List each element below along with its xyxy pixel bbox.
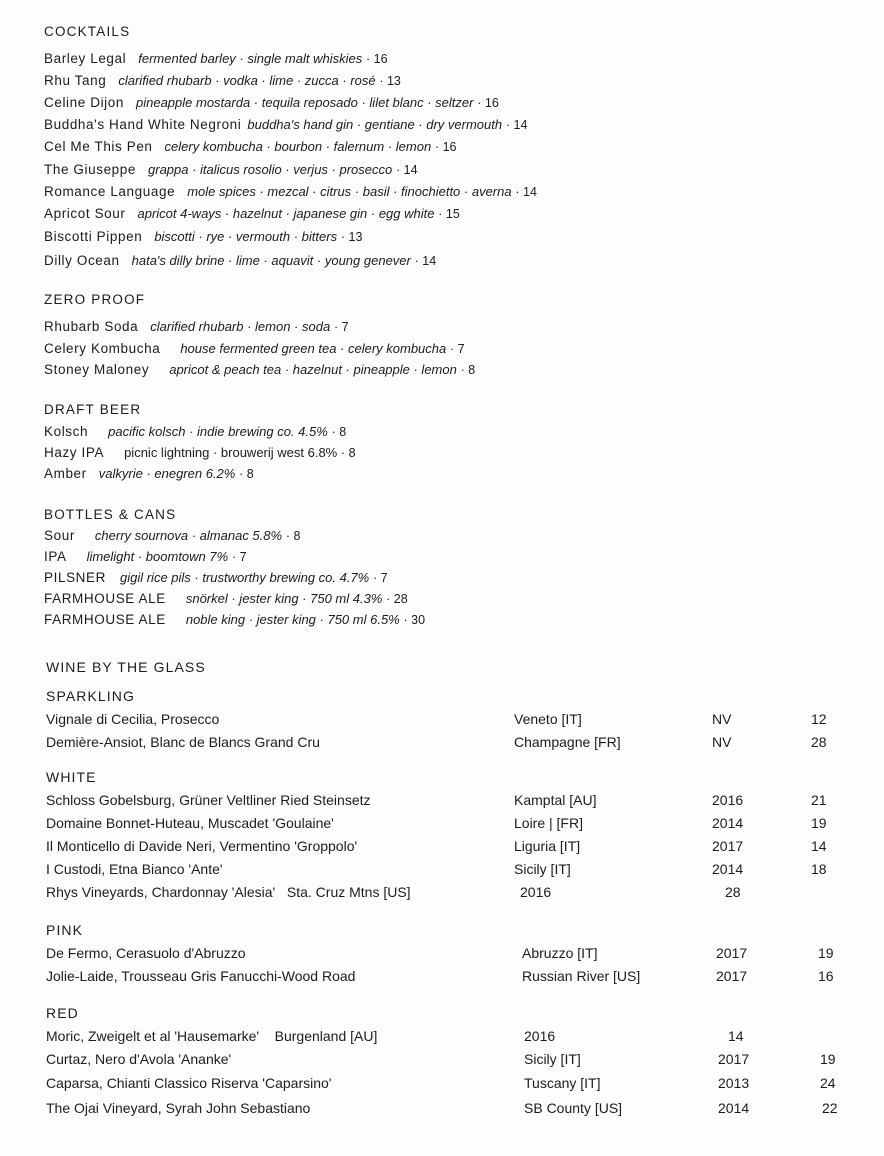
wine-price: 21 (811, 792, 827, 808)
wine-name: Vignale di Cecilia, Prosecco (46, 711, 220, 727)
item-desc: clarified rhubarb · vodka · lime · zucca · rosé (118, 73, 376, 88)
wine-name: Curtaz, Nero d'Avola 'Ananke' (46, 1051, 232, 1067)
menu-item (44, 424, 346, 439)
item-desc: gigil rice pils · trustworthy brewing co. 4.7% (119, 570, 370, 585)
wine-name: Il Monticello di Davide Neri, Vermentino 'Groppolo' (46, 838, 358, 854)
item-desc: apricot & peach tea · hazelnut · pineapple · lemon (169, 362, 457, 377)
item-name: Romance Language (44, 184, 176, 199)
item-name: Amber (44, 466, 87, 481)
wine-row (46, 1051, 866, 1069)
item-name: Buddha's Hand White Negroni (44, 117, 242, 132)
wine-row (46, 861, 866, 879)
item-price: · 8 (285, 529, 301, 543)
item-price: · 16 (366, 52, 388, 66)
wine-name: Demière-Ansiot, Blanc de Blancs Grand Cru (46, 734, 320, 750)
item-price: · 14 (515, 185, 537, 199)
item-price: · 8 (331, 425, 347, 439)
item-desc: pineapple mostarda · tequila reposado · lilet blanc · seltzer (136, 95, 474, 110)
wine-row (46, 1028, 866, 1046)
item-desc: pacific kolsch · indie brewing co. 4.5% (108, 424, 328, 439)
wine-name: Caparsa, Chianti Classico Riserva 'Caparsino' (46, 1075, 332, 1091)
item-price: · 8 (341, 446, 356, 460)
wine-region: Sicily [IT] (524, 1051, 581, 1067)
wine-name: I Custodi, Etna Bianco 'Ante' (46, 861, 223, 877)
wine-price: 19 (818, 945, 834, 961)
cocktails-heading: COCKTAILS (44, 24, 131, 39)
item-name: FARMHOUSE ALE (44, 591, 166, 606)
item-desc: celery kombucha · bourbon · falernum · lemon (164, 139, 432, 154)
menu-item (44, 528, 300, 543)
menu-item (44, 319, 349, 334)
item-price: · 30 (403, 613, 426, 627)
item-price: · 14 (396, 163, 418, 177)
wine-year: 2017 (712, 838, 744, 854)
item-name: Barley Legal (44, 51, 127, 66)
wine-region: Russian River [US] (522, 968, 641, 984)
wine-region: Sicily [IT] (514, 861, 571, 877)
wine-name: De Fermo, Cerasuolo d'Abruzzo (46, 945, 246, 961)
wine-row (46, 815, 866, 833)
draft-beer-heading: DRAFT BEER (44, 402, 142, 417)
wine-region: Liguria [IT] (514, 838, 581, 854)
wine-price: 18 (811, 861, 827, 877)
wine-region: Abruzzo [IT] (522, 945, 598, 961)
wine-region: Loire | [FR] (514, 815, 583, 831)
item-desc: noble king · jester king · 750 ml 6.5% (185, 612, 400, 627)
pink-heading: PINK (46, 922, 84, 938)
item-desc: picnic lightning · brouwerij west 6.8% (124, 445, 338, 460)
item-name: Rhu Tang (44, 73, 107, 88)
menu-item (44, 570, 388, 585)
menu-item (44, 341, 465, 356)
wine-price: 16 (818, 968, 834, 984)
wine-price: 24 (820, 1075, 836, 1091)
item-desc: limelight · boomtown 7% (86, 549, 229, 564)
wine-row (46, 968, 866, 986)
item-price: · 14 (414, 254, 437, 268)
red-heading: RED (46, 1005, 79, 1021)
item-price: · 7 (333, 320, 349, 334)
wine-row (46, 734, 866, 752)
wine-row (46, 792, 866, 810)
item-price: · 7 (231, 550, 247, 564)
menu-item (44, 184, 537, 199)
wine-region: Kamptal [AU] (514, 792, 597, 808)
wine-year: 2016 (712, 792, 744, 808)
item-desc: fermented barley · single malt whiskies (138, 51, 363, 66)
item-price: · 16 (477, 96, 499, 110)
item-name: Hazy IPA (44, 445, 105, 460)
white-heading: WHITE (46, 769, 97, 785)
wine-price: 28 (811, 734, 827, 750)
item-desc: clarified rhubarb · lemon · soda (150, 319, 331, 334)
wine-year: 2017 (716, 968, 748, 984)
menu-item (44, 162, 418, 177)
item-desc: mole spices · mezcal · citrus · basil · finochietto · averna (187, 184, 512, 199)
wine-region: SB County [US] (524, 1100, 623, 1116)
menu-item (44, 466, 254, 481)
wine-year: 2017 (716, 945, 748, 961)
wine-region: 2016 (520, 884, 552, 900)
wine-year: NV (712, 711, 732, 727)
wine-heading: WINE BY THE GLASS (46, 659, 206, 675)
item-name: Apricot Sour (44, 206, 126, 221)
wine-name: Rhys Vineyards, Chardonnay 'Alesia' Sta. Cruz Mtns [US] (46, 884, 411, 900)
item-price: · 7 (450, 342, 465, 356)
wine-name: Schloss Gobelsburg, Grüner Veltliner Ried Steinsetz (46, 792, 371, 808)
item-price: · 28 (386, 592, 408, 606)
item-name: PILSNER (44, 570, 106, 585)
item-desc: cherry sournova · almanac 5.8% (94, 528, 283, 543)
menu-item (44, 117, 527, 132)
item-name: FARMHOUSE ALE (44, 612, 166, 627)
wine-region: 2016 (524, 1028, 556, 1044)
item-name: Dilly Ocean (44, 253, 120, 268)
menu-item (44, 229, 362, 244)
wine-row (46, 711, 866, 729)
item-name: Celine Dijon (44, 95, 124, 110)
wine-row (46, 1100, 866, 1118)
item-desc: buddha's hand gin · gentiane · dry vermouth (247, 117, 503, 132)
item-name: Cel Me This Pen (44, 139, 153, 154)
item-desc: house fermented green tea · celery kombucha (180, 341, 447, 356)
wine-row (46, 945, 866, 963)
wine-year: 2017 (718, 1051, 750, 1067)
item-price: · 15 (438, 207, 460, 221)
wine-year: NV (712, 734, 732, 750)
item-desc: biscotti · rye · vermouth · bitters (154, 229, 338, 244)
menu-item (44, 206, 460, 221)
menu-item (44, 549, 247, 564)
wine-name: Domaine Bonnet-Huteau, Muscadet 'Goulaine' (46, 815, 334, 831)
menu-item (44, 73, 401, 88)
zero-proof-heading: ZERO PROOF (44, 292, 146, 307)
item-name: Sour (44, 528, 75, 543)
item-price: · 14 (505, 118, 528, 132)
item-price: · 13 (379, 74, 401, 88)
item-desc: hata's dilly brine · lime · aquavit · young genever (131, 253, 411, 268)
item-name: Celery Kombucha (44, 341, 161, 356)
wine-price: 19 (820, 1051, 836, 1067)
item-name: The Giuseppe (44, 162, 137, 177)
menu-item (44, 445, 356, 460)
sparkling-heading: SPARKLING (46, 688, 135, 704)
menu-item (44, 362, 475, 377)
wine-name: Moric, Zweigelt et al 'Hausemarke' Burgenland [AU] (46, 1028, 378, 1044)
wine-row (46, 838, 866, 856)
menu-item (44, 253, 436, 268)
wine-price: 19 (811, 815, 827, 831)
wine-price: 12 (811, 711, 827, 727)
wine-price: 14 (811, 838, 827, 854)
item-desc: valkyrie · enegren 6.2% (98, 466, 236, 481)
item-name: Stoney Maloney (44, 362, 150, 377)
menu-item (44, 139, 456, 154)
item-name: Rhubarb Soda (44, 319, 139, 334)
wine-name: Jolie-Laide, Trousseau Gris Fanucchi-Wood Road (46, 968, 356, 984)
item-name: Biscotti Pippen (44, 229, 143, 244)
wine-year: 28 (725, 884, 741, 900)
wine-region: Tuscany [IT] (524, 1075, 601, 1091)
wine-price: 22 (822, 1100, 838, 1116)
wine-year: 14 (728, 1028, 744, 1044)
wine-year: 2013 (718, 1075, 750, 1091)
item-price: · 8 (460, 363, 476, 377)
menu-item (44, 51, 388, 66)
wine-year: 2014 (712, 861, 744, 877)
item-name: Kolsch (44, 424, 89, 439)
wine-year: 2014 (718, 1100, 750, 1116)
menu-item (44, 612, 425, 627)
item-price: · 8 (239, 467, 254, 481)
wine-row (46, 884, 866, 902)
item-price: · 16 (434, 140, 457, 154)
menu-item (44, 95, 499, 110)
item-desc: apricot 4-ways · hazelnut · japanese gin · egg white (137, 206, 435, 221)
item-desc: snörkel · jester king · 750 ml 4.3% (185, 591, 383, 606)
menu-item (44, 591, 408, 606)
wine-region: Veneto [IT] (514, 711, 582, 727)
item-price: · 13 (340, 230, 363, 244)
bottles-cans-heading: BOTTLES & CANS (44, 507, 177, 522)
wine-name: The Ojai Vineyard, Syrah John Sebastiano (46, 1100, 311, 1116)
item-name: IPA (44, 549, 67, 564)
wine-region: Champagne [FR] (514, 734, 621, 750)
item-price: · 7 (373, 571, 388, 585)
item-desc: grappa · italicus rosolio · verjus · prosecco (148, 162, 393, 177)
wine-row (46, 1075, 866, 1093)
wine-year: 2014 (712, 815, 744, 831)
